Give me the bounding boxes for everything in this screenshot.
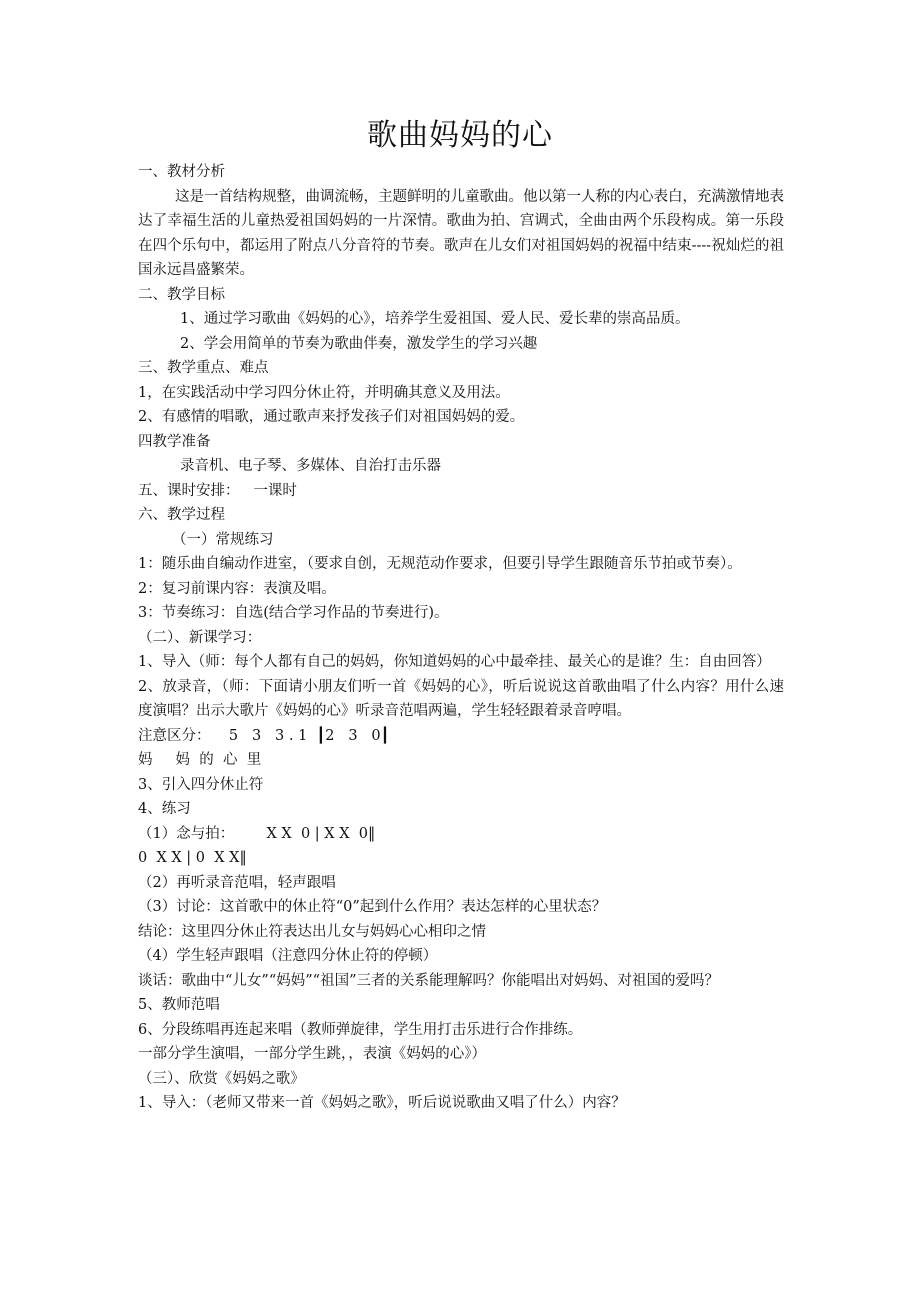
lyrics-line: 妈 妈 的 心 里 bbox=[138, 752, 262, 768]
paragraph: 这是一首结构规整，曲调流畅，主题鲜明的儿童歌曲。他以第一人称的内心表白，充满激情地表达了幸福生活的儿童热爱祖国妈妈的一片深情。歌曲为拍、宫调式，全曲由两个乐段构成。第一乐段在四个乐句中，都运用了附点八分音符的节奏。歌声在儿女们对祖国妈妈的祝福中结束----祝灿烂的祖国永远昌盛繁荣。 bbox=[138, 188, 784, 278]
list-item: 录音机、电子琴、多媒体、自治打击乐器 bbox=[180, 458, 441, 474]
section-heading: 一、教材分析 bbox=[138, 164, 225, 180]
list-item: 1：随乐曲自编动作进室，（要求自创，无规范动作要求，但要引导学生跟随音乐节拍或节奏）。 bbox=[138, 556, 742, 572]
section-heading: 二、教学目标 bbox=[138, 286, 225, 303]
notation-line: 注意区分： 5 3 3 . 1 ┃2 3 0┃ bbox=[138, 727, 390, 744]
list-item: 2、有感情的唱歌，通过歌声来抒发孩子们对祖国妈妈的爱。 bbox=[138, 409, 525, 425]
section-heading: 六、教学过程 bbox=[138, 507, 225, 523]
section-heading: 五、课时安排： 一课时 bbox=[138, 482, 297, 499]
subsection-heading: （一）常规练习 bbox=[172, 531, 274, 548]
list-item: （4）学生轻声跟唱（注意四分休止符的停顿） bbox=[138, 948, 438, 964]
list-item: 2、学会用简单的节奏为歌曲伴奏，激发学生的学习兴趣 bbox=[180, 335, 538, 352]
list-item: 3：节奏练习：自选(结合学习作品的节奏进行)。 bbox=[138, 605, 449, 621]
list-item: 一部分学生演唱，一部分学生跳，，表演《妈妈的心》） bbox=[138, 1046, 486, 1062]
list-item: 2：复习前课内容：表演及唱。 bbox=[138, 580, 336, 597]
list-item: 结论：这里四分休止符表达出儿女与妈妈心心相印之情 bbox=[138, 923, 486, 940]
list-item: （3）讨论：这首歌中的休止符“0”起到什么作用？表达怎样的心里状态？ bbox=[138, 899, 607, 915]
list-item: （2）再听录音范唱，轻声跟唱 bbox=[138, 874, 336, 891]
list-item: 3、引入四分休止符 bbox=[138, 776, 264, 793]
list-item: 2、放录音，（师：下面请小朋友们听一首《妈妈的心》，听后说说这首歌曲唱了什么内容？用什么速度演唱？出示大歌片《妈妈的心》听录音范唱两遍，学生轻轻跟着录音哼唱。 bbox=[138, 678, 784, 719]
subsection-heading: （三）、欣赏《妈妈之歌》 bbox=[138, 1070, 305, 1087]
list-item: 1，在实践活动中学习四分休止符，并明确其意义及用法。 bbox=[138, 384, 510, 401]
list-item: 1、导入（师：每个人都有自己的妈妈，你知道妈妈的心中最牵挂、最关心的是谁？生：自由回答） bbox=[138, 654, 771, 670]
list-item: 6、分段练唱再连起来唱（教师弹旋律，学生用打击乐进行合作排练。 bbox=[138, 1021, 583, 1038]
rhythm-line: 0 X X | 0 X X‖ bbox=[138, 850, 247, 866]
document-body bbox=[138, 160, 784, 1116]
list-item: 谈话：歌曲中“儿女”“妈妈”“祖国”三者的关系能理解吗？你能唱出对妈妈、对祖国的爱吗？ bbox=[138, 972, 719, 989]
section-heading: 四教学准备 bbox=[138, 433, 211, 450]
list-item: 5、教师范唱 bbox=[138, 997, 220, 1013]
list-item: 1、通过学习歌曲《妈妈的心》，培养学生爱祖国、爱人民、爱长辈的崇高品质。 bbox=[180, 311, 690, 327]
list-item: 4、练习 bbox=[138, 801, 191, 817]
subsection-heading: （二）、新课学习： bbox=[138, 629, 262, 646]
list-item: 1、导入：（老师又带来一首《妈妈之歌》，听后说说歌曲又唱了什么）内容？ bbox=[138, 1095, 626, 1111]
rhythm-line: （1）念与拍： X X 0 | X X 0‖ bbox=[138, 825, 376, 842]
page-title: 歌曲妈妈的心 bbox=[367, 118, 553, 153]
section-heading: 三、教学重点、难点 bbox=[138, 360, 269, 376]
